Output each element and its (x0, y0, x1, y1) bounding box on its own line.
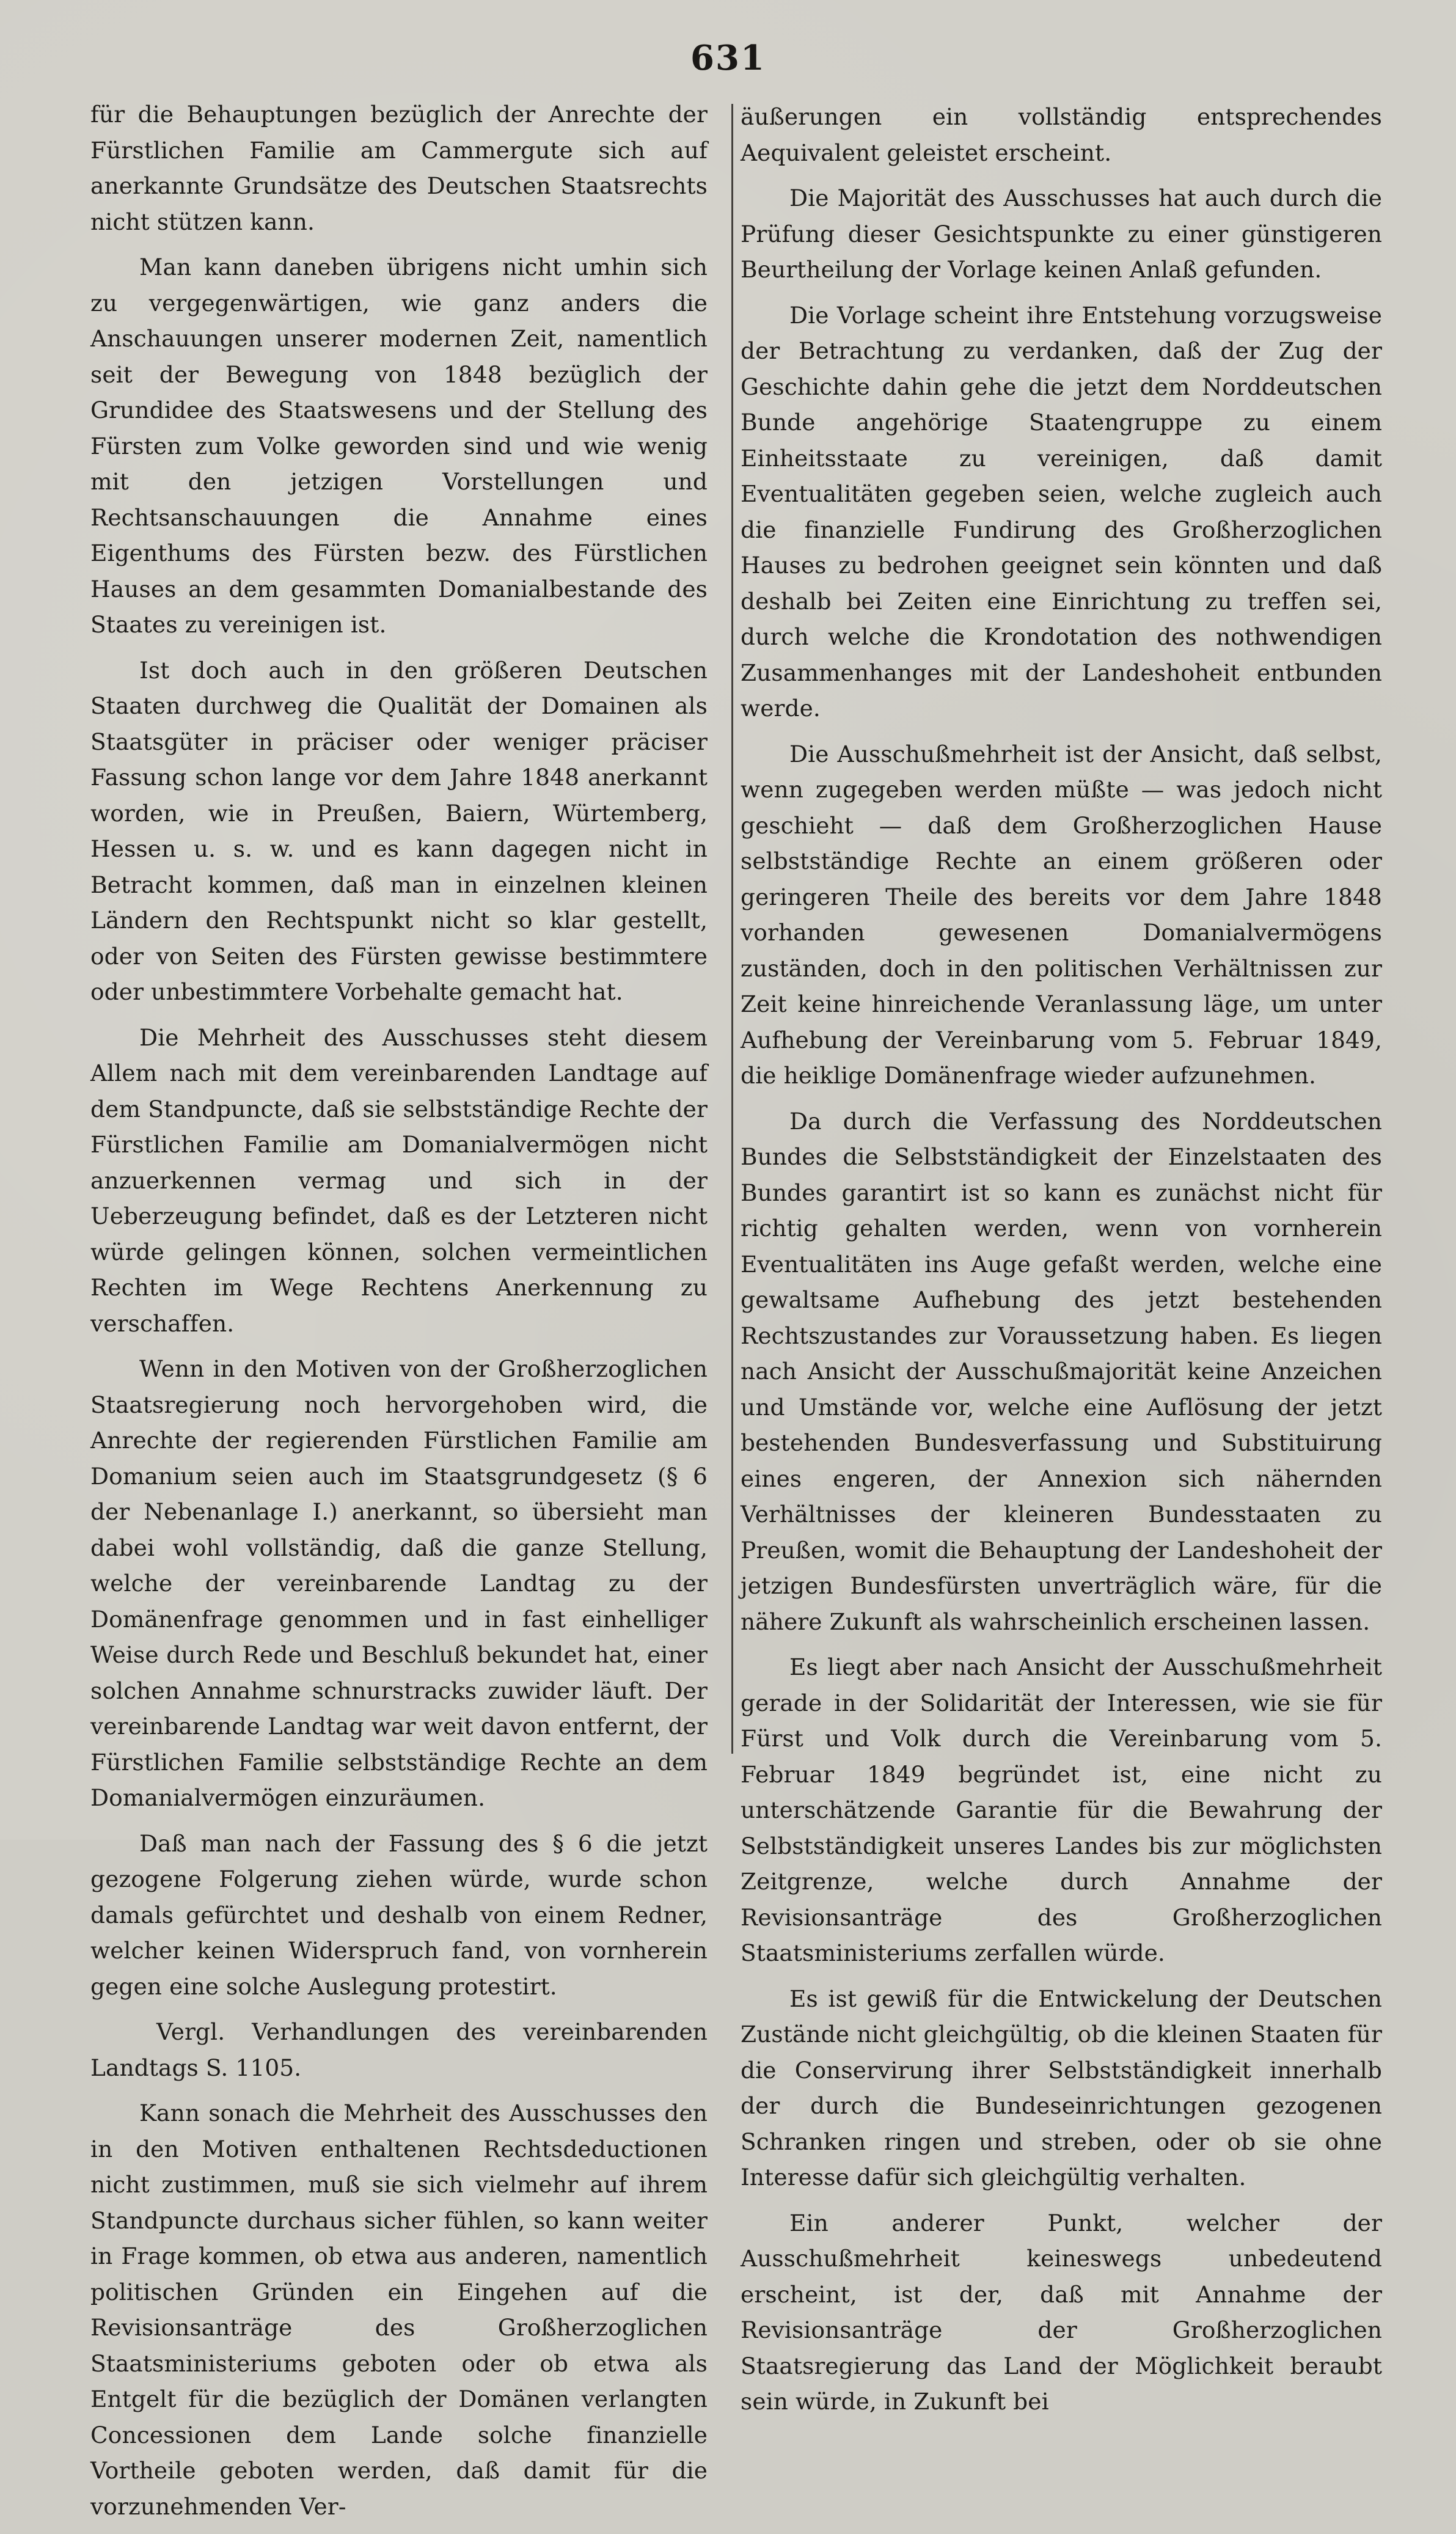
paragraph: Ein anderer Punkt, welcher der Ausschußmehrheit keineswegs unbedeutend erscheint, ist der, daß mit Annahme der Revisionsanträge der Großherzoglichen Staatsregierung das Land der Möglichkeit beraubt sein würde, in Zukunft bei (741, 2209, 1382, 2415)
paragraph: äußerungen ein vollständig entsprechendes Aequivalent geleistet erscheint. (741, 103, 1382, 166)
paragraph: Die Ausschußmehrheit ist der Ansicht, daß selbst, wenn zugegeben werden müßte — was jedoch nicht geschieht — daß dem Großherzoglichen Hause selbstständige Rechte an einem größeren oder geringeren Theile des bereits vor dem Jahre 1848 vorhanden gewesenen Domanialvermögens zuständen, doch in den politischen Verhältnissen zur Zeit keine hinreichende Veranlassung läge, um unter Aufhebung der Vereinbarung vom 5. Februar 1849, die heiklige Domänenfrage wieder aufzunehmen. (741, 740, 1382, 1089)
left-column (90, 97, 708, 2534)
paragraph: Wenn in den Motiven von der Großherzoglichen Staatsregierung noch hervorgehoben wird, die Anrechte der regierenden Fürstlichen Familie am Domanium seien auch im Staatsgrundgesetz (§ 6 der Nebenanlage I.) anerkannt, so übersieht man dabei wohl vollständig, daß die ganze Stellung, welche der vereinbarende Landtag zu der Domänenfrage genommen und in fast einhelliger Weise durch Rede und Beschluß bekundet hat, einer solchen Annahme schnurstracks zuwider läuft. Der vereinbarende Landtag war weit davon entfernt, der Fürstlichen Familie selbstständige Rechte an dem Domanialvermögen einzuräumen. (90, 1355, 708, 1811)
paragraph: Es liegt aber nach Ansicht der Ausschußmehrheit gerade in der Solidarität der Interessen, wie sie für Fürst und Volk durch die Vereinbarung vom 5. Februar 1849 begründet ist, eine nicht zu unterschätzende Garantie für die Bewahrung der Selbstständigkeit unseres Landes bis zur möglichsten Zeitgrenze, welche durch Annahme der Revisionsanträge des Großherzoglichen Staatsministeriums zerfallen würde. (741, 1653, 1382, 1966)
paragraph: Kann sonach die Mehrheit des Ausschusses den in den Motiven enthaltenen Rechtsdeductionen nicht zustimmen, muß sie sich vielmehr auf ihrem Standpuncte durchaus sicher fühlen, so kann weiter in Frage kommen, ob etwa aus anderen, namentlich politischen Gründen ein Eingehen auf die Revisionsanträge des Großherzoglichen Staatsministeriums geboten oder ob etwa als Entgelt für die bezüglich der Domänen verlangten Concessionen dem Lande solche finanzielle Vortheile geboten werden, daß damit für die vorzunehmenden Ver- (90, 2100, 708, 2520)
paragraph: Es ist gewiß für die Entwickelung der Deutschen Zustände nicht gleichgültig, ob die kleinen Staaten für die Conservirung ihrer Selbstständigkeit innerhalb der durch die Bundeseinrichtungen gezogenen Schranken ringen und streben, oder ob sie ohne Interesse dafür sich gleichgültig verhalten. (741, 1985, 1382, 2191)
right-column (741, 99, 1382, 2430)
citation: Vergl. Verhandlungen des vereinbarenden Landtags S. 1105. (90, 2018, 708, 2081)
paragraph: für die Behauptungen bezüglich der Anrechte der Fürstlichen Familie am Cammergute sich auf anerkannte Grundsätze des Deutschen Staatsrechts nicht stützen kann. (90, 101, 708, 235)
paragraph: Die Vorlage scheint ihre Entstehung vorzugsweise der Betrachtung zu verdanken, daß der Zug der Geschichte dahin gehe die jetzt dem Norddeutschen Bunde angehörige Staatengruppe zu einem Einheitsstaate zu vereinigen, daß damit Eventualitäten gegeben seien, welche zugleich auch die finanzielle Fundirung des Großherzoglichen Hauses zu bedrohen geeignet sein könnten und daß deshalb bei Zeiten eine Einrichtung zu treffen sei, durch welche die Krondotation des nothwendigen Zusammenhanges mit der Landeshoheit entbunden werde. (741, 301, 1382, 722)
column-divider (731, 104, 733, 1754)
paragraph: Da durch die Verfassung des Norddeutschen Bundes die Selbstständigkeit der Einzelstaaten des Bundes garantirt ist so kann es zunächst nicht für richtig gehalten werden, wenn von vornherein Eventualitäten ins Auge gefaßt werden, welche eine gewaltsame Aufhebung des jetzt bestehenden Rechtszustandes zur Voraussetzung haben. Es liegen nach Ansicht der Ausschußmajorität keine Anzeichen und Umstände vor, welche eine Auflösung der jetzt bestehenden Bundesverfassung und Substituirung eines engeren, der Annexion sich nähernden Verhältnisses der kleineren Bundesstaaten zu Preußen, womit die Behauptung der Landeshoheit der jetzigen Bundesfürsten unverträglich wäre, für die nähere Zukunft als wahrscheinlich erscheinen lassen. (741, 1107, 1382, 1635)
paragraph: Die Majorität des Ausschusses hat auch durch die Prüfung dieser Gesichtspunkte zu einer günstigeren Beurtheilung der Vorlage keinen Anlaß gefunden. (741, 185, 1382, 283)
paragraph: Man kann daneben übrigens nicht umhin sich zu vergegenwärtigen, wie ganz anders die Anschauungen unserer modernen Zeit, namentlich seit der Bewegung von 1848 bezüglich der Grundidee des Staatswesens und der Stellung des Fürsten zum Volke geworden sind und wie wenig mit den jetzigen Vorstellungen und Rechtsanschauungen die Annahme eines Eigenthums des Fürsten bezw. des Fürstlichen Hauses an dem gesammten Domanialbestande des Staates zu vereinigen ist. (90, 254, 708, 638)
page-number: 631 (690, 38, 766, 78)
paragraph: Daß man nach der Fassung des § 6 die jetzt gezogene Folgerung ziehen würde, wurde schon damals gefürchtet und deshalb von einem Redner, welcher keinen Widerspruch fand, von vornherein gegen eine solche Auslegung protestirt. (90, 1829, 708, 2000)
paragraph: Ist doch auch in den größeren Deutschen Staaten durchweg die Qualität der Domainen als Staatsgüter in präciser oder weniger präciser Fassung schon lange vor dem Jahre 1848 anerkannt worden, wie in Preußen, Baiern, Würtemberg, Hessen u. s. w. und es kann dagegen nicht in Betracht kommen, daß man in einzelnen kleinen Ländern den Rechtspunkt nicht so klar gestellt, oder von Seiten des Fürsten gewisse bestimmtere oder unbestimmtere Vorbehalte gemacht hat. (90, 656, 708, 1005)
paragraph: Die Mehrheit des Ausschusses steht diesem Allem nach mit dem vereinbarenden Landtage auf dem Standpuncte, daß sie selbstständige Rechte der Fürstlichen Familie am Domanialvermögen nicht anzuerkennen vermag und sich in der Ueberzeugung befindet, daß es der Letzteren nicht würde gelingen können, solchen vermeintlichen Rechten im Wege Rechtens Anerkennung zu verschaffen. (90, 1023, 708, 1337)
